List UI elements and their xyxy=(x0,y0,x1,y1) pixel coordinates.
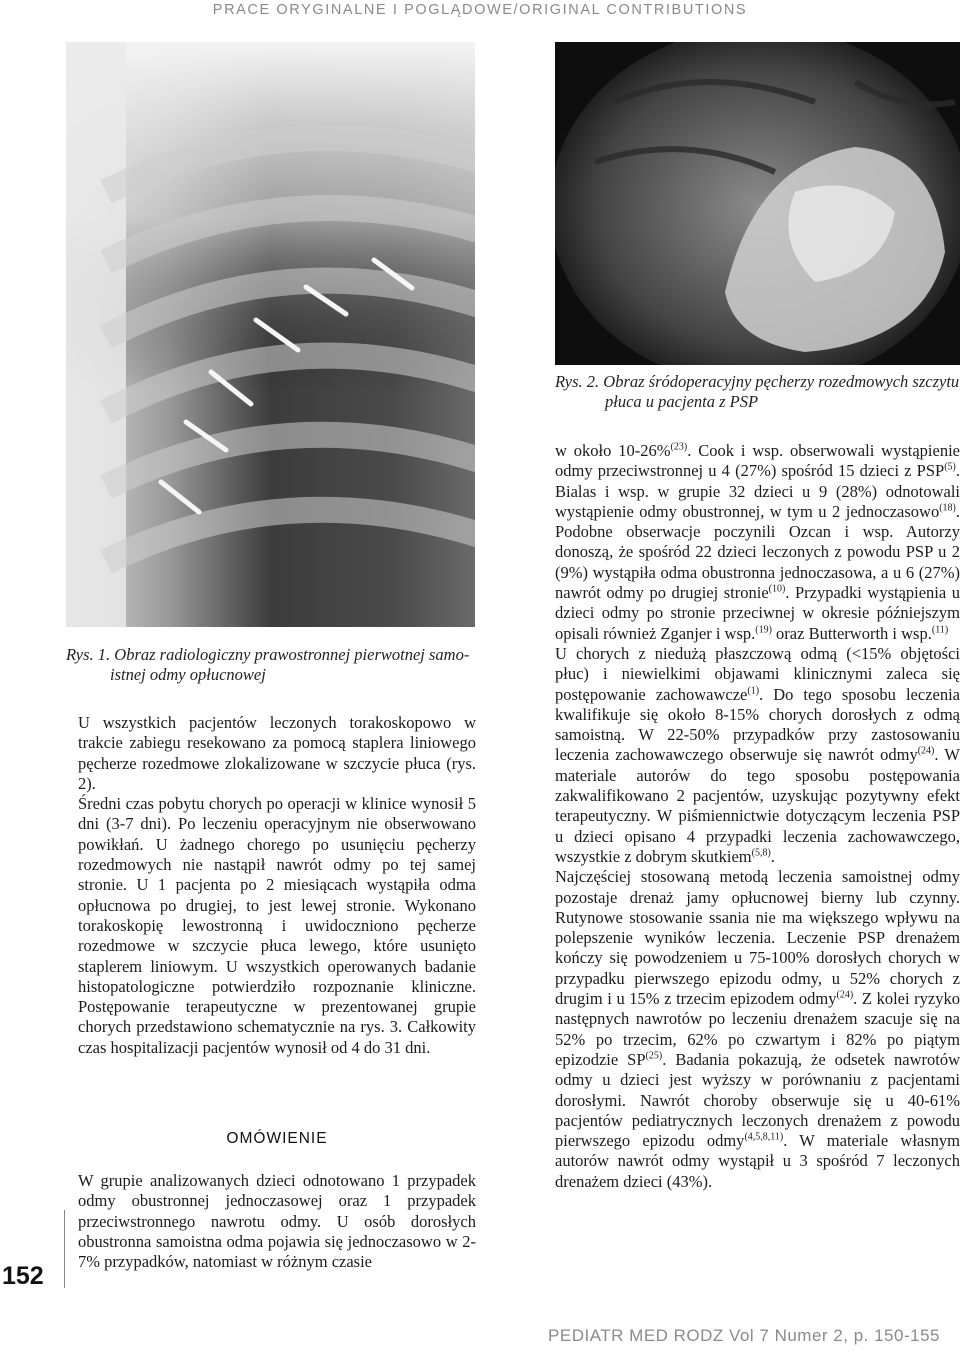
page-number-rule xyxy=(64,1210,65,1288)
paragraph: U wszystkich pacjentów leczonych torakoskopowo w trakcie zabiegu resekowano za pomocą staplera liniowego pęcherze rozedmowe zlokalizowane w szczycie płuca (rys. 2). xyxy=(78,713,476,793)
left-column-discussion xyxy=(78,1171,476,1272)
left-column-results xyxy=(78,713,476,1058)
paragraph: Najczęściej stosowaną metodą leczenia samoistnej odmy pozostaje drenaż jamy opłucnowej bierny lub czynny. Rutynowe stosowanie ssania nie ma większego wpływu na polepszenie wyników leczenia. Leczenie PSP drenażem kończy się powodzeniem u 75-100% dorosłych chorych w przypadku pierwszego epizodu odmy, u 52% chorych z drugim i u 15% z trzecim epizodem odmy$^{(24)}$. Z kolei ryzyko następnych nawrotów po leczeniu drenażem szacuje się na 52% po trzecim, 62% po czwartym i 82% po piątym epizodzie SP$^{(25)}$. Badania pokazują, że odsetek nawrotów odmy u dzieci jest wyższy w porównaniu z pacjentami dorosłymi. Nawrót choroby obserwuje się u 40-61% pacjentów pediatrycznych leczonych drenażem z powodu pierwszego epizodu odmy$^{(4,5,8,11)}$. W materiale własnym autorów nawrót odmy wystąpił u 3 spośród 7 leczonych drenażem dzieci (43%). xyxy=(555,867,960,1191)
paragraph: U chorych z niedużą płaszczową odmą (<15% objętości płuc) i niewielkimi objawami klinicznymi zaleca się postępowanie zachowawcze$^{(1)}$. Do tego sposobu leczenia kwalifikuje się około 8-15% chorych dorosłych z odmą samoistną. W 22-50% przypadków przy zastosowaniu leczenia zachowawczego obserwuje się nawrót odmy$^{(24)}$. W materiale autorów do tego sposobu postępowania zakwalifikowano 2 pacjentów, uzyskując pozytywny efekt terapeutyczny. W piśmiennictwie dotyczącym leczenia PSP u dzieci opisano 4 przypadki leczenia zachowawczego, wszystkie z dobrym skutkiem$^{(5,8)}$. xyxy=(555,643,960,866)
page-number: 152 xyxy=(2,1262,44,1290)
figure2-caption-line2: płuca u pacjenta z PSP xyxy=(605,392,759,411)
running-header: PRACE ORYGINALNE I POGLĄDOWE/ORIGINAL CONTRIBUTIONS xyxy=(212,2,748,18)
right-column xyxy=(555,441,960,1192)
figure2-caption-line1: Rys. 2. Obraz śródoperacyjny pęcherzy rozedmowych szczytu xyxy=(555,372,960,391)
figure1-caption-line2: istnej odmy opłucnowej xyxy=(110,665,266,684)
paragraph: Średni czas pobytu chorych po operacji w klinice wynosił 5 dni (3-7 dni). Po leczeniu operacyjnym nie obserwowano powikłań. U żadnego chorego po usunięciu pęcherzy rozedmowych nie nastąpił nawrót odmy po tej samej stronie. U 1 pacjenta po 2 miesiącach wystąpiła odma opłucnowa po drugiej, to jest lewej stronie. Wykonano torakoskopię lewostronną i uwidoczniono pęcherze rozedmowe w szczycie płuca lewego, które usunięto staplerem liniowym. U wszystkich operowanych badanie histopatologiczne potwierdziło rozpoznanie kliniczne. Postępowanie terapeutyczne w prezentowanej grupie chorych przedstawiono schematycznie na rys. 3. Całkowity czas hospitalizacji pacjentów wynosił od 4 do 31 dni. xyxy=(78,794,476,1057)
endoscopy-figure xyxy=(555,42,960,365)
journal-footer: PEDIATR MED RODZ Vol 7 Numer 2, p. 150-155 xyxy=(548,1326,940,1345)
figure1-caption-line1: Rys. 1. Obraz radiologiczny prawostronnej pierwotnej samo- xyxy=(66,645,470,664)
figure1-caption xyxy=(66,645,478,685)
figure2-caption xyxy=(555,372,960,412)
xray-figure xyxy=(66,42,475,627)
paragraph: W grupie analizowanych dzieci odnotowano 1 przypadek odmy obustronnej jednoczasowej oraz 1 przypadek przeciwstronnego nawrotu odmy. U osób dorosłych obustronna samoistna odma pojawia się jednoczasowo w 2-7% przypadków, natomiast w różnym czasie xyxy=(78,1171,476,1272)
paragraph: w około 10-26%$^{(23)}$. Cook i wsp. obserwowali wystąpienie odmy przeciwstronnej u 4 (27%) spośród 15 dzieci z PSP$^{(5)}$. Bialas i wsp. w grupie 32 dzieci u 9 (28%) odnotowali wystąpienie odmy obustronnej, w tym u 2 jednoczasowo$^{(18)}$. Podobne obserwacje poczynili Ozcan i wsp. Autorzy donoszą, że spośród 22 dzieci leczonych z powodu PSP u 2 (9%) wystąpiła odma obustronna jednoczasowa, a u 6 (27%) nawrót odmy po drugiej stronie$^{(10)}$. Przypadki wystąpienia u dzieci odmy po stronie przeciwnej w okresie późniejszym opisali również Zganjer i wsp.$^{(19)}$ oraz Butterworth i wsp.$^{(11)}$ xyxy=(555,441,960,643)
section-heading: OMÓWIENIE xyxy=(226,1130,328,1147)
